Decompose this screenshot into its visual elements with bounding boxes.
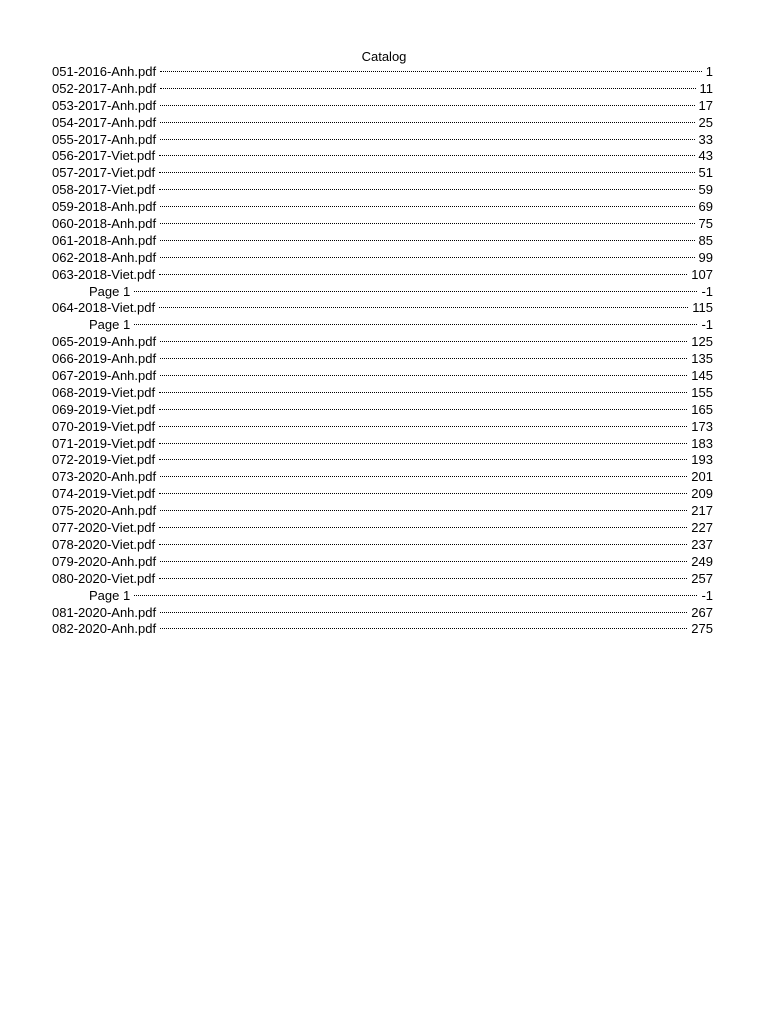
dot-leader: [160, 476, 687, 477]
toc-entry-page-number[interactable]: 85: [698, 232, 713, 248]
toc-entry-label[interactable]: 053-2017-Anh.pdf: [52, 97, 157, 113]
toc-entry-label[interactable]: 067-2019-Anh.pdf: [52, 368, 157, 384]
dot-leader: [159, 409, 687, 410]
dot-leader: [159, 426, 687, 427]
toc-entry-label[interactable]: 071-2019-Viet.pdf: [52, 435, 156, 451]
toc-entry-page-number[interactable]: -1: [701, 317, 713, 333]
toc-entry-page-number[interactable]: 165: [691, 401, 713, 417]
toc-entry[interactable]: [52, 537, 713, 554]
dot-leader: [160, 139, 694, 140]
dot-leader: [159, 493, 687, 494]
toc-entry-label[interactable]: 056-2017-Viet.pdf: [52, 148, 156, 164]
toc-entry-page-number[interactable]: 237: [691, 536, 713, 552]
toc-entry-label[interactable]: 068-2019-Viet.pdf: [52, 384, 156, 400]
toc-entry-label[interactable]: 052-2017-Anh.pdf: [52, 80, 157, 96]
toc-entry[interactable]: [52, 233, 713, 250]
toc-entry[interactable]: [52, 469, 713, 486]
toc-entry-label[interactable]: 058-2017-Viet.pdf: [52, 182, 156, 198]
toc-entry-page-number[interactable]: 99: [698, 249, 713, 265]
toc-entry-label[interactable]: 065-2019-Anh.pdf: [52, 334, 157, 350]
dot-leader: [160, 612, 687, 613]
dot-leader: [160, 206, 694, 207]
toc-entry[interactable]: [52, 605, 713, 622]
toc-entry[interactable]: [52, 132, 713, 149]
toc-entry-page-number[interactable]: 43: [698, 148, 713, 164]
toc-entry[interactable]: [52, 571, 713, 588]
dot-leader: [160, 105, 694, 106]
toc-entry-page-number[interactable]: 227: [691, 520, 713, 536]
toc-entry-label[interactable]: 080-2020-Viet.pdf: [52, 570, 156, 586]
toc-entry[interactable]: [52, 368, 713, 385]
toc-entry-page-number[interactable]: 193: [691, 452, 713, 468]
toc-entry-label[interactable]: 063-2018-Viet.pdf: [52, 266, 156, 282]
toc-entry[interactable]: [52, 267, 713, 284]
toc-entry-label[interactable]: Page 1: [89, 317, 131, 333]
dot-leader: [159, 459, 687, 460]
dot-leader: [160, 88, 695, 89]
dot-leader: [160, 240, 694, 241]
toc-entry-label[interactable]: 078-2020-Viet.pdf: [52, 536, 156, 552]
toc-entry-page-number[interactable]: 217: [691, 503, 713, 519]
toc-entry-label[interactable]: 057-2017-Viet.pdf: [52, 165, 156, 181]
toc-entry-page-number[interactable]: 75: [698, 216, 713, 232]
dot-leader: [159, 443, 687, 444]
dot-leader: [159, 155, 694, 156]
toc-entry[interactable]: [52, 182, 713, 199]
toc-entry-label[interactable]: 061-2018-Anh.pdf: [52, 232, 157, 248]
toc-entry-page-number[interactable]: 275: [691, 621, 713, 637]
toc-entry-page-number[interactable]: 201: [691, 469, 713, 485]
toc-entry-label[interactable]: 054-2017-Anh.pdf: [52, 114, 157, 130]
dot-leader: [159, 392, 687, 393]
toc-entry[interactable]: [52, 554, 713, 571]
toc-entry-label[interactable]: 066-2019-Anh.pdf: [52, 351, 157, 367]
toc-entry-page-number[interactable]: 155: [691, 384, 713, 400]
toc-entry-label[interactable]: 055-2017-Anh.pdf: [52, 131, 157, 147]
toc-entry-label[interactable]: 082-2020-Anh.pdf: [52, 621, 157, 637]
toc-entry[interactable]: [52, 334, 713, 351]
toc-entry[interactable]: [52, 436, 713, 453]
toc-entry-page-number[interactable]: 107: [691, 266, 713, 282]
dot-leader: [134, 291, 697, 292]
toc-entry[interactable]: [52, 199, 713, 216]
toc-entry[interactable]: [52, 148, 713, 165]
toc-entry-label[interactable]: 072-2019-Viet.pdf: [52, 452, 156, 468]
dot-leader: [160, 561, 687, 562]
toc-entry-label[interactable]: 073-2020-Anh.pdf: [52, 469, 157, 485]
toc-entry-page-number[interactable]: 115: [692, 300, 713, 316]
toc-entry-page-number[interactable]: 257: [691, 570, 713, 586]
toc-entry-label[interactable]: 079-2020-Anh.pdf: [52, 553, 157, 569]
dot-leader: [159, 189, 694, 190]
toc-entry-page-number[interactable]: 267: [691, 604, 713, 620]
dot-leader: [160, 122, 694, 123]
toc-entry[interactable]: [52, 402, 713, 419]
page-title: Catalog: [361, 49, 407, 64]
dot-leader: [160, 358, 687, 359]
dot-leader: [159, 172, 694, 173]
toc-entry[interactable]: [52, 64, 713, 81]
toc-entry-page-number[interactable]: 51: [698, 165, 713, 181]
toc-entry-page-number[interactable]: 1: [705, 64, 713, 79]
toc-entry-label[interactable]: Page 1: [89, 587, 131, 603]
toc-entry-label[interactable]: 077-2020-Viet.pdf: [52, 520, 156, 536]
toc-entry[interactable]: [52, 486, 713, 503]
dot-leader: [160, 71, 702, 72]
toc-entry-label[interactable]: 059-2018-Anh.pdf: [52, 199, 157, 215]
toc-entry[interactable]: [52, 250, 713, 267]
dot-leader: [134, 595, 697, 596]
dot-leader: [159, 544, 687, 545]
dot-leader: [160, 510, 687, 511]
dot-leader: [159, 527, 687, 528]
dot-leader: [160, 628, 687, 629]
toc-entry-page-number[interactable]: 17: [698, 97, 713, 113]
toc-entry-page-number[interactable]: 135: [691, 351, 713, 367]
toc-entry[interactable]: [52, 419, 713, 436]
toc-entry-page-number[interactable]: 69: [698, 199, 713, 215]
toc-entry[interactable]: [52, 503, 713, 520]
toc-entry[interactable]: [52, 300, 713, 317]
toc-entry-label[interactable]: Page 1: [89, 283, 131, 299]
table-of-contents: [52, 64, 713, 638]
toc-entry-page-number[interactable]: 249: [691, 553, 713, 569]
toc-entry-label[interactable]: 070-2019-Viet.pdf: [52, 418, 156, 434]
dot-leader: [159, 274, 687, 275]
dot-leader: [160, 341, 687, 342]
dot-leader: [159, 578, 687, 579]
toc-entry[interactable]: [52, 520, 713, 537]
toc-entry-label[interactable]: 075-2020-Anh.pdf: [52, 503, 157, 519]
toc-entry-label[interactable]: 060-2018-Anh.pdf: [52, 216, 157, 232]
toc-entry[interactable]: [52, 98, 713, 115]
toc-entry-label[interactable]: 069-2019-Viet.pdf: [52, 401, 156, 417]
toc-sub-entry[interactable]: [52, 588, 713, 605]
toc-entry-page-number[interactable]: 173: [691, 418, 713, 434]
toc-entry-page-number[interactable]: -1: [701, 587, 713, 603]
toc-entry[interactable]: [52, 115, 713, 132]
toc-entry-label[interactable]: 074-2019-Viet.pdf: [52, 486, 156, 502]
toc-entry-page-number[interactable]: 59: [698, 182, 713, 198]
toc-entry[interactable]: [52, 165, 713, 182]
dot-leader: [159, 307, 688, 308]
dot-leader: [160, 375, 687, 376]
toc-sub-entry[interactable]: [52, 284, 713, 301]
toc-entry-page-number[interactable]: 25: [698, 114, 713, 130]
toc-entry-page-number[interactable]: -1: [701, 283, 713, 299]
toc-entry-page-number[interactable]: 33: [698, 131, 713, 147]
toc-entry-label[interactable]: 062-2018-Anh.pdf: [52, 249, 157, 265]
toc-entry-label[interactable]: 051-2016-Anh.pdf: [52, 64, 157, 79]
dot-leader: [160, 223, 694, 224]
toc-entry-page-number[interactable]: 183: [691, 435, 713, 451]
toc-entry-label[interactable]: 081-2020-Anh.pdf: [52, 604, 157, 620]
toc-entry[interactable]: [52, 81, 713, 98]
toc-entry[interactable]: [52, 452, 713, 469]
toc-entry-page-number[interactable]: 125: [691, 334, 713, 350]
dot-leader: [160, 257, 694, 258]
toc-entry-page-number[interactable]: 209: [691, 486, 713, 502]
toc-entry-page-number[interactable]: 11: [699, 80, 713, 96]
toc-entry-label[interactable]: 064-2018-Viet.pdf: [52, 300, 156, 316]
toc-entry[interactable]: [52, 621, 713, 638]
toc-entry[interactable]: [52, 351, 713, 368]
toc-sub-entry[interactable]: [52, 317, 713, 334]
toc-entry-page-number[interactable]: 145: [691, 368, 713, 384]
toc-entry[interactable]: [52, 216, 713, 233]
toc-entry[interactable]: [52, 385, 713, 402]
dot-leader: [134, 324, 697, 325]
